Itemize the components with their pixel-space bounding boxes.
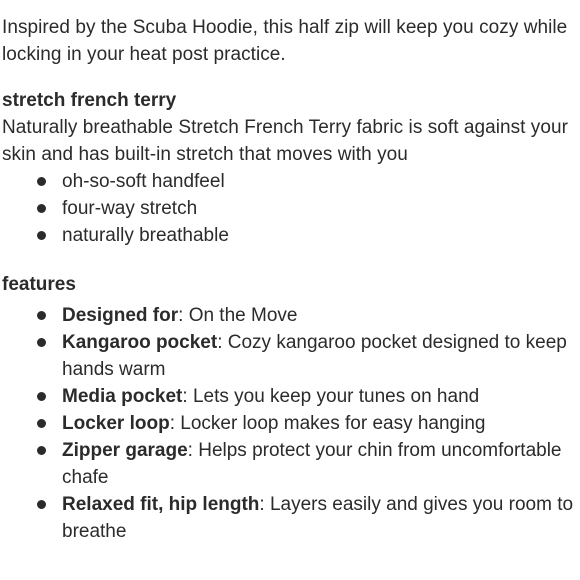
feature-label: Designed for (62, 305, 179, 326)
fabric-description: Naturally breathable Stretch French Terry fabric is soft against your skin and has built-in stretch that moves with you (2, 117, 568, 165)
list-item (2, 195, 578, 222)
bullet-icon (37, 446, 46, 455)
bullet-icon (37, 177, 46, 186)
list-item (2, 222, 578, 249)
bullet-icon (37, 204, 46, 213)
feature-label: Locker loop (62, 413, 170, 434)
bullet-icon (37, 419, 46, 428)
feature-item (2, 410, 578, 437)
feature-item (2, 302, 578, 329)
feature-label: Media pocket (62, 386, 183, 407)
feature-separator: : (169, 413, 181, 434)
feature-label: Zipper garage (62, 440, 188, 461)
feature-separator: : (259, 494, 270, 515)
features-list (2, 302, 578, 545)
feature-text: Lets you keep your tunes on hand (192, 386, 480, 407)
feature-item (2, 383, 578, 410)
feature-text: Layers easily and gives you room to breathe (62, 494, 574, 542)
bullet-icon (37, 500, 46, 509)
feature-item (2, 491, 578, 545)
feature-text: On the Move (188, 305, 298, 326)
feature-label: Relaxed fit, hip length (62, 494, 260, 515)
fabric-heading: stretch french terry (2, 90, 177, 111)
feature-item (2, 437, 578, 491)
feature-separator: : (187, 440, 199, 461)
feature-item (2, 329, 578, 383)
feature-separator: : (182, 386, 193, 407)
features-heading: features (2, 274, 76, 295)
list-item-text: four-way stretch (62, 198, 198, 219)
bullet-icon (37, 392, 46, 401)
bullet-icon (37, 338, 46, 347)
feature-text: Helps protect your chin from uncomfortable chafe (62, 440, 562, 488)
feature-separator: : (217, 332, 228, 353)
bullet-icon (37, 231, 46, 240)
list-item-text: oh-so-soft handfeel (62, 171, 225, 192)
product-description (2, 14, 578, 545)
list-item-text: naturally breathable (62, 225, 229, 246)
list-item (2, 168, 578, 195)
feature-separator: : (178, 305, 189, 326)
intro-paragraph: Inspired by the Scuba Hoodie, this half zip will keep you cozy while locking in your heat post practice. (2, 17, 568, 65)
bullet-icon (37, 311, 46, 320)
feature-text: Cozy kangaroo pocket designed to keep hands warm (62, 332, 567, 380)
feature-text: Locker loop makes for easy hanging (180, 413, 486, 434)
feature-label: Kangaroo pocket (62, 332, 218, 353)
fabric-list (2, 168, 578, 249)
